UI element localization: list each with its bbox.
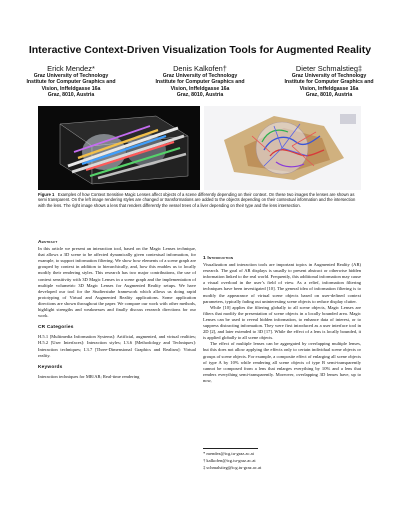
left-column xyxy=(38,240,196,380)
intro-paragraph-3: The effect of multiple lenses can be aggregated by overlapping multiple lenses, but this does not allow applying the effects only to certain individual scene objects or groups of scene objects. For example, a composite effect of enlarging all scene objects of type A by 10% while rendering all scene objects of type B semi-transparently cannot be composed from a lens that enlarges everything by 10% and a lens that renders everything semi-transparently. Moreover, overlapping 3D lenses have, up to now, xyxy=(203,341,361,383)
author-affiliation: Graz University of Technology xyxy=(33,73,109,79)
figure-label: Figure 1 xyxy=(38,192,55,197)
author-affiliation: Institute for Computer Graphics and xyxy=(26,79,116,86)
abstract-text: In this article we present an interaction tool, based on the Magic Lenses technique, that allows a 3D scene to be affected dynamically given contextual information, for example, to support information filtering. We show how elements of a scene graph are grouped by context in addition to hierarchically, and, how this enables us to locally modify their rendering styles. This research has two major contributions, the use of context sensitivity with 3D Magic Lenses in a scene graph and the implementation of multiple volumetric 3D Magic Lenses for Augmented Reality setups. We have developed our tool for the Studierstube framework which allows us doing rapid prototyping of Virtual and Augmented Reality applications. Some application directions are shown throughout the paper. We compare our work with other methods, highlight strengths and weaknesses and finally discuss research directions for our work. xyxy=(38,246,196,319)
author-block-3 xyxy=(264,64,394,98)
author-affiliation: Vision, Inffeldgasse 16a xyxy=(299,85,359,92)
author-affiliation: Vision, Inffeldgasse 16a xyxy=(41,85,101,92)
author-block-1 xyxy=(6,64,136,98)
author-name: Denis Kalkofen† xyxy=(173,64,227,73)
footnote-separator xyxy=(203,448,258,449)
footnote-2: † kalkofen@icg.tu-graz.ac.at xyxy=(203,458,256,463)
keywords-heading: Keywords xyxy=(38,364,63,370)
keywords-text: Interaction techniques for MR/AR; Real-time rendering xyxy=(38,373,140,379)
figure-left-panel-image xyxy=(38,106,200,190)
author-affiliation: Vision, Inffeldgasse 16a xyxy=(170,85,230,92)
author-affiliation: Graz, 8010, Austria xyxy=(47,91,95,98)
figure-right-panel-image xyxy=(204,106,361,190)
author-name: Dieter Schmalstieg‡ xyxy=(295,64,363,73)
author-affiliation: Institute for Computer Graphics and xyxy=(155,79,245,86)
author-affiliation: Institute for Computer Graphics and xyxy=(284,79,374,86)
right-column xyxy=(203,256,361,384)
footnote-1: * mendez@icg.tu-graz.ac.at xyxy=(203,451,254,456)
paper-title: Interactive Context-Driven Visualization Tools for Augmented Reality xyxy=(28,44,372,56)
author-block-2 xyxy=(135,64,265,98)
abstract-heading: Abstract xyxy=(38,240,58,245)
footnote-3: ‡ schmalstieg@icg.tu-graz.ac.at xyxy=(203,465,262,470)
figure-caption-text: Examples of how Context Sensitive Magic Lenses affect objects of a scene differently depending on their context. On these two images the lenses are shown as semi transparent. On the left image rendering styles are changed or transformations are added to the objects depending on their contextual information and the intersection with the lens. The right image shows a lens that renders differently the vessel trees of a liver depending on their type and the lens intersection. xyxy=(38,192,356,208)
introduction-heading: 1 Introduction xyxy=(203,256,234,261)
author-affiliation: Graz University of Technology xyxy=(291,73,367,79)
cr-categories-heading: CR Categories xyxy=(38,325,74,331)
author-affiliation: Graz, 8010, Austria xyxy=(176,91,224,98)
intro-paragraph-1: Visualization and interaction tools are important topics in Augmented Reality (AR) research. The goal of AR displays is usually to present abstract or otherwise hidden information linked to the real world. Frequently, this additional information may cause a visual overload in the user’s field of view. As a relief, information filtering techniques have been investigated [10]. The general idea of information filtering is to modify the appearance of virtual scene objects based on user-defined context parameters, typically fading out uninteresting scene objects to reduce display clutter. xyxy=(203,262,361,304)
figure-caption xyxy=(38,192,361,208)
figure-1 xyxy=(38,106,361,190)
cr-categories-text: H.5.1 [Multimedia Information Systems]: Artificial, augmented, and virtual realities; H.5.2 [User Interfaces]: Interaction styles; I.3.6 [Methodology and Techniques]: Interaction techniques; I.3.7 [Three-Dimensional Graphics and Realism]: Virtual reality. xyxy=(38,334,196,358)
author-affiliation: Graz University of Technology xyxy=(162,73,238,79)
intro-paragraph-2: While [10] applies the filtering globally to all scene objects, Magic Lenses are filters that modify the presentation of scene objects in a locally bounded area. Magic Lenses can be used to reveal hidden information, to enhance data of interest, or to suppress distracting information. They were first introduced as a user interface tool in 2D [2], and later extended to 3D [17]. While the effect of a lens is locally bounded, it is applied globally to all scene objects. xyxy=(203,304,361,341)
author-name: Erick Mendez* xyxy=(47,64,95,73)
author-affiliation: Graz, 8010, Austria xyxy=(305,91,353,98)
